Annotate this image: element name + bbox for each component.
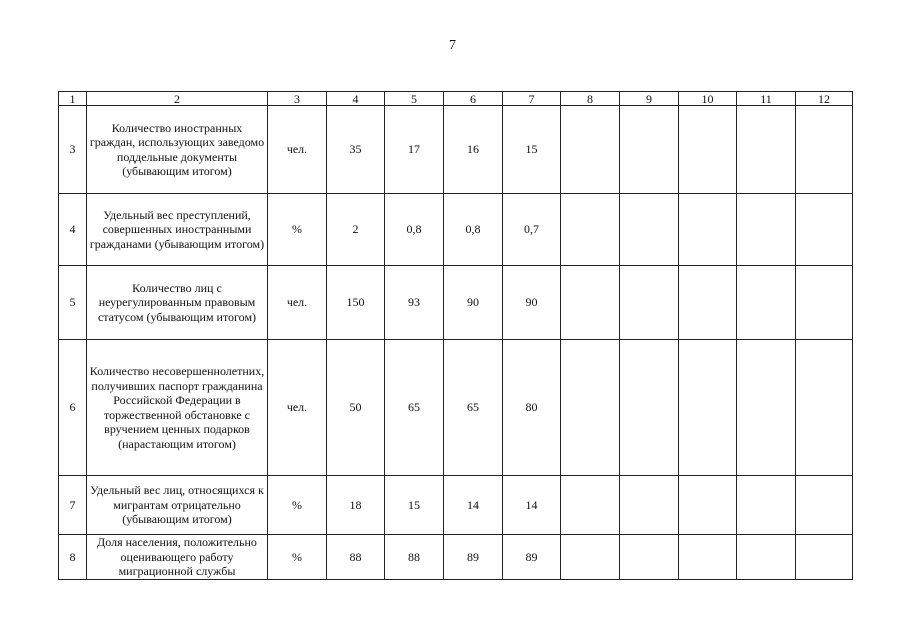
value-cell: 0,8 (385, 194, 444, 266)
row-number: 3 (59, 106, 87, 194)
value-cell: 88 (385, 535, 444, 580)
table-row (59, 194, 853, 266)
value-cell: 14 (503, 476, 561, 535)
empty-cell (796, 476, 853, 535)
row-number: 4 (59, 194, 87, 266)
empty-cell (737, 535, 796, 580)
empty-cell (620, 106, 679, 194)
indicator-description: Количество иностранных граждан, использующих заведомо поддельные документы (убывающим итогом) (87, 106, 268, 194)
column-header: 1 (59, 92, 87, 106)
column-header: 4 (327, 92, 385, 106)
value-cell: 14 (444, 476, 503, 535)
indicator-description: Доля населения, положительно оценивающего работу миграционной службы (87, 535, 268, 580)
header-row (59, 92, 853, 106)
empty-cell (796, 535, 853, 580)
value-cell: 150 (327, 266, 385, 340)
column-header: 9 (620, 92, 679, 106)
empty-cell (679, 266, 737, 340)
unit-cell: чел. (268, 106, 327, 194)
row-number: 8 (59, 535, 87, 580)
value-cell: 0,7 (503, 194, 561, 266)
column-header: 7 (503, 92, 561, 106)
empty-cell (620, 340, 679, 476)
empty-cell (737, 194, 796, 266)
empty-cell (561, 194, 620, 266)
indicators-table (58, 91, 853, 580)
empty-cell (679, 476, 737, 535)
table-row (59, 340, 853, 476)
value-cell: 17 (385, 106, 444, 194)
value-cell: 89 (444, 535, 503, 580)
empty-cell (679, 535, 737, 580)
value-cell: 15 (503, 106, 561, 194)
row-number: 5 (59, 266, 87, 340)
value-cell: 90 (503, 266, 561, 340)
column-header: 6 (444, 92, 503, 106)
indicator-description: Количество несовершеннолетних, получивших паспорт гражданина Российской Федерации в торжественной обстановке с вручением ценных подарков (нарастающим итогом) (87, 340, 268, 476)
empty-cell (679, 106, 737, 194)
column-header: 2 (87, 92, 268, 106)
table-row (59, 266, 853, 340)
empty-cell (679, 340, 737, 476)
empty-cell (796, 194, 853, 266)
row-number: 6 (59, 340, 87, 476)
value-cell: 16 (444, 106, 503, 194)
unit-cell: чел. (268, 266, 327, 340)
empty-cell (620, 476, 679, 535)
empty-cell (561, 476, 620, 535)
empty-cell (737, 340, 796, 476)
empty-cell (796, 106, 853, 194)
column-header: 3 (268, 92, 327, 106)
value-cell: 18 (327, 476, 385, 535)
value-cell: 88 (327, 535, 385, 580)
table-row (59, 535, 853, 580)
empty-cell (561, 266, 620, 340)
column-header: 5 (385, 92, 444, 106)
empty-cell (561, 535, 620, 580)
indicator-description: Удельный вес лиц, относящихся к мигрантам отрицательно (убывающим итогом) (87, 476, 268, 535)
value-cell: 65 (385, 340, 444, 476)
empty-cell (620, 194, 679, 266)
empty-cell (561, 340, 620, 476)
column-header: 10 (679, 92, 737, 106)
value-cell: 15 (385, 476, 444, 535)
indicator-description: Количество лиц с неурегулированным правовым статусом (убывающим итогом) (87, 266, 268, 340)
empty-cell (796, 266, 853, 340)
unit-cell: % (268, 476, 327, 535)
column-header: 11 (737, 92, 796, 106)
empty-cell (737, 266, 796, 340)
page-number: 7 (449, 38, 456, 53)
value-cell: 0,8 (444, 194, 503, 266)
value-cell: 35 (327, 106, 385, 194)
value-cell: 80 (503, 340, 561, 476)
value-cell: 50 (327, 340, 385, 476)
value-cell: 65 (444, 340, 503, 476)
value-cell: 2 (327, 194, 385, 266)
value-cell: 89 (503, 535, 561, 580)
empty-cell (620, 535, 679, 580)
empty-cell (737, 106, 796, 194)
column-header: 8 (561, 92, 620, 106)
table-row (59, 476, 853, 535)
empty-cell (679, 194, 737, 266)
unit-cell: чел. (268, 340, 327, 476)
empty-cell (796, 340, 853, 476)
indicator-description: Удельный вес преступлений, совершенных иностранными гражданами (убывающим итогом) (87, 194, 268, 266)
unit-cell: % (268, 535, 327, 580)
empty-cell (737, 476, 796, 535)
column-header: 12 (796, 92, 853, 106)
value-cell: 93 (385, 266, 444, 340)
row-number: 7 (59, 476, 87, 535)
table-row (59, 106, 853, 194)
empty-cell (620, 266, 679, 340)
empty-cell (561, 106, 620, 194)
unit-cell: % (268, 194, 327, 266)
value-cell: 90 (444, 266, 503, 340)
